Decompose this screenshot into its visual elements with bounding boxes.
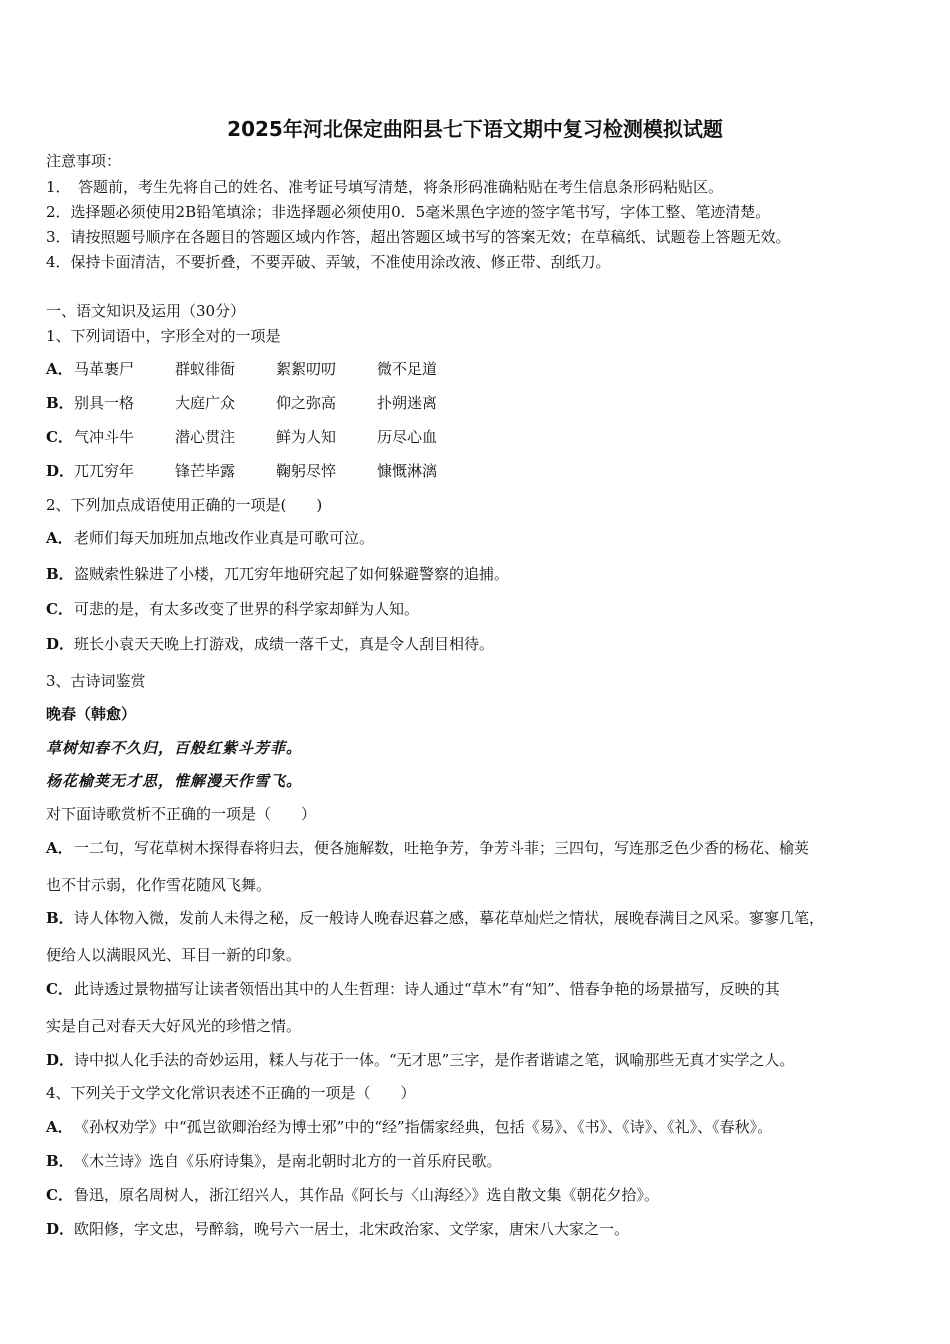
q2-option-b	[46, 564, 509, 584]
option-label: C．	[46, 1186, 73, 1204]
option-word: 絮絮叨叨	[276, 360, 337, 378]
option-label: A．	[46, 1118, 73, 1136]
option-text: 诗人体物入微，发前人未得之秘，反一般诗人晚春迟暮之感，摹花草灿烂之情状，展晚春满目之风采。寥寥几笔，	[74, 909, 825, 927]
option-label: D．	[46, 1220, 75, 1238]
option-label: B．	[46, 565, 74, 583]
option-text-continued: 便给人以满眼风光、耳目一新的印象。	[46, 946, 302, 964]
option-word: 微不足道	[377, 360, 438, 378]
option-text: 此诗透过景物描写让读者领悟出其中的人生哲理：诗人通过“草木”有“知”、惜春争艳的场景描写，反映的其	[74, 980, 780, 998]
option-label: D．	[46, 462, 75, 480]
option-word: 仰之弥高	[276, 394, 337, 412]
option-label: C．	[46, 600, 73, 618]
option-text: 盗贼索性躲进了小楼，兀兀穷年地研究起了如何躲避警察的追捕。	[74, 565, 510, 583]
poem-line: 杨花榆荚无才思，惟解漫天作雪飞。	[46, 772, 303, 790]
option-text: 欧阳修，字文忠，号醉翁，晚号六一居士，北宋政治家、文学家，唐宋八大家之一。	[74, 1220, 630, 1238]
option-text: 诗中拟人化手法的奇妙运用，糅人与花于一体。“无才思”三字，是作者谐谑之笔，讽喻那些无真才实学之人。	[74, 1051, 795, 1069]
option-label: C．	[46, 428, 73, 446]
q4-option-d	[46, 1219, 629, 1239]
option-word: 扑朔迷离	[377, 394, 438, 412]
q1-option-c	[46, 427, 478, 447]
q1-option-b	[46, 393, 478, 413]
option-text: 《木兰诗》选自《乐府诗集》，是南北朝时北方的一首乐府民歌。	[74, 1152, 502, 1170]
q3-option-c	[46, 979, 780, 999]
option-word: 群蚁徘衙	[175, 360, 236, 378]
q4-option-b	[46, 1151, 502, 1171]
notice-heading: 注意事项：	[46, 152, 122, 170]
q2-option-d	[46, 634, 494, 654]
question-1-stem: 1、下列词语中，字形全对的一项是	[46, 327, 281, 345]
option-text: 鲁迅，原名周树人，浙江绍兴人，其作品《阿长与〈山海经〉》选自散文集《朝花夕拾》。	[74, 1186, 660, 1204]
option-word: 鲜为人知	[276, 428, 337, 446]
option-label: D．	[46, 635, 75, 653]
option-label: B．	[46, 394, 74, 412]
option-label: A．	[46, 360, 73, 378]
option-text-continued: 也不甘示弱，化作雪花随风飞舞。	[46, 876, 272, 894]
option-text: 班长小袁天天晚上打游戏，成绩一落千丈，真是令人刮目相待。	[74, 635, 495, 653]
option-text: 《孙权劝学》中“孤岂欲卿治经为博士邪”中的“经”指儒家经典，包括《易》、《书》、《诗》、《礼》、《春秋》。	[74, 1118, 773, 1136]
option-text-continued: 实是自己对春天大好风光的珍惜之情。	[46, 1017, 302, 1035]
poem-title: 晚春（韩愈）	[46, 705, 137, 723]
option-word: 别具一格	[74, 394, 135, 412]
question-2-stem: 2、下列加点成语使用正确的一项是( )	[46, 496, 323, 514]
option-word: 慷慨淋漓	[377, 462, 438, 480]
page-title: 2025年河北保定曲阳县七下语文期中复习检测模拟试题	[227, 117, 723, 141]
notice-item: 2．选择题必须使用2B铅笔填涂；非选择题必须使用0．5毫米黑色字迹的签字笔书写，字体工整、笔迹清楚。	[46, 203, 771, 221]
q2-option-a	[46, 528, 374, 548]
option-word: 锋芒毕露	[175, 462, 236, 480]
q1-option-d	[46, 461, 478, 481]
q1-option-a	[46, 359, 478, 379]
q2-option-c	[46, 599, 419, 619]
option-word: 大庭广众	[175, 394, 236, 412]
section-heading: 一、语文知识及运用（30分）	[46, 302, 246, 320]
option-label: A．	[46, 529, 73, 547]
option-label: B．	[46, 1152, 74, 1170]
question-3-prompt: 对下面诗歌赏析不正确的一项是（ ）	[46, 805, 317, 823]
option-label: C．	[46, 980, 73, 998]
option-word: 兀兀穷年	[74, 462, 135, 480]
q3-option-b	[46, 908, 824, 928]
option-word: 气冲斗牛	[74, 428, 135, 446]
option-text: 可悲的是，有太多改变了世界的科学家却鲜为人知。	[74, 600, 420, 618]
option-word: 马革裹尸	[74, 360, 135, 378]
q3-option-d	[46, 1050, 794, 1070]
q3-option-a	[46, 838, 809, 858]
option-word: 潜心贯注	[175, 428, 236, 446]
poem-line: 草树知春不久归，百般红紫斗芳菲。	[46, 739, 303, 757]
option-text: 一二句，写花草树木探得春将归去，便各施解数，吐艳争芳，争芳斗菲；三四句，写连那乏色少香的杨花、榆荚	[74, 839, 810, 857]
notice-item: 3．请按照题号顺序在各题目的答题区域内作答，超出答题区域书写的答案无效；在草稿纸、试题卷上答题无效。	[46, 228, 791, 246]
question-4-stem: 4、下列关于文学文化常识表述不正确的一项是（ ）	[46, 1084, 416, 1102]
option-word: 鞠躬尽悴	[276, 462, 337, 480]
question-3-stem: 3、古诗词鉴赏	[46, 672, 146, 690]
option-label: D．	[46, 1051, 75, 1069]
q4-option-c	[46, 1185, 659, 1205]
option-text: 老师们每天加班加点地改作业真是可歌可泣。	[74, 529, 375, 547]
option-label: B．	[46, 909, 74, 927]
notice-item: 4．保持卡面清洁，不要折叠，不要弄破、弄皱，不准使用涂改液、修正带、刮纸刀。	[46, 253, 611, 271]
option-word: 历尽心血	[377, 428, 438, 446]
notice-item: 1． 答题前，考生先将自己的姓名、准考证号填写清楚，将条形码准确粘贴在考生信息条形码粘贴区。	[46, 178, 724, 196]
option-label: A．	[46, 839, 73, 857]
q4-option-a	[46, 1117, 772, 1137]
